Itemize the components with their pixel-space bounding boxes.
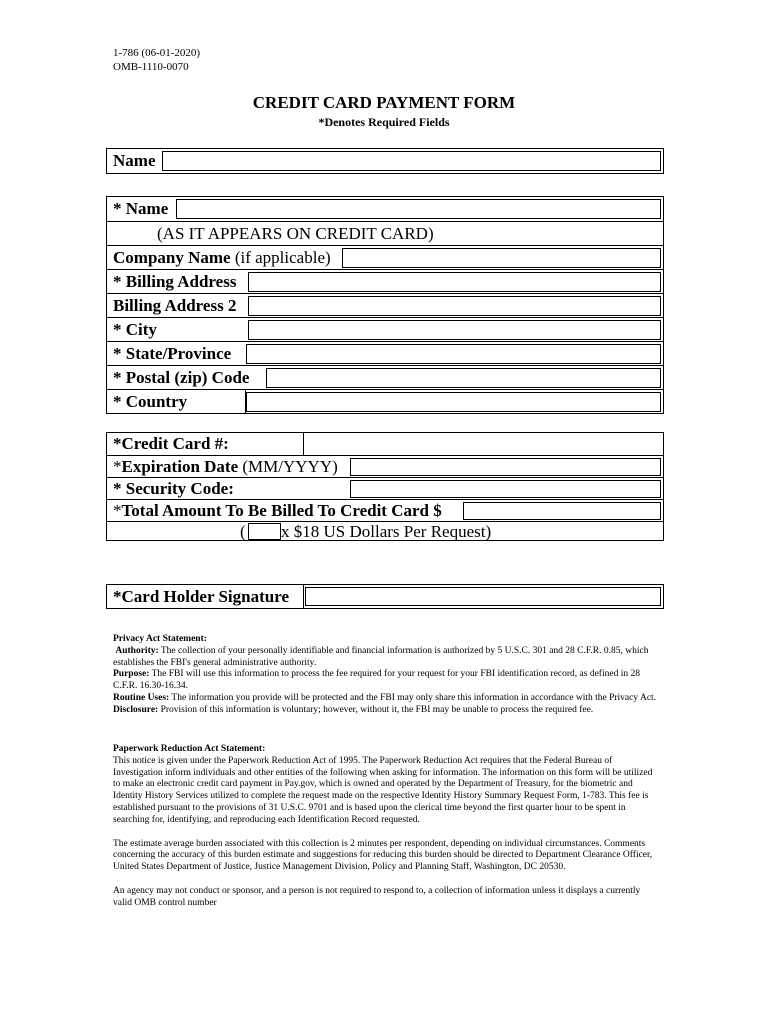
city-row	[107, 317, 663, 341]
routine-text: The information you provide will be protected and the FBI may only share this information in accordance with the Privacy Act.	[169, 692, 657, 703]
paperwork-para3: An agency may not conduct or sponsor, and a person is not required to respond to, a collection of information unless it displays a currently valid OMB control number	[113, 885, 641, 908]
company-input[interactable]	[342, 248, 661, 268]
expiration-row	[107, 455, 663, 477]
signature-section	[106, 584, 664, 609]
name-section	[106, 148, 664, 174]
total-row	[107, 499, 663, 521]
cc-name-row	[107, 197, 663, 221]
security-row	[107, 477, 663, 499]
request-count-input[interactable]	[248, 523, 281, 540]
authority-text: The collection of your personally identifiable and financial information is authorized by 5 U.S.C. 301 and 28 C.F.R. 0.85, which establishes the FBI's general administrative authority.	[113, 645, 649, 668]
state-row	[107, 341, 663, 365]
expiration-input[interactable]	[350, 458, 661, 476]
card-number-input[interactable]	[304, 433, 663, 455]
country-label: * Country	[113, 392, 188, 411]
total-label: Total Amount To Be Billed To Credit Card $	[121, 501, 442, 520]
cc-name-input[interactable]	[176, 199, 661, 219]
card-section	[106, 432, 664, 541]
billing2-row	[107, 293, 663, 317]
expiration-hint: (MM/YYYY)	[238, 457, 338, 476]
purpose-text: The FBI will use this information to process the fee required for your request for your FBI identification record, as defined in 28 C.F.R. 16.30-16.34.	[113, 669, 640, 692]
paperwork-para1: This notice is given under the Paperwork Reduction Act of 1995. The Paperwork Reduction Act requires that the Federal Bureau of Investigation inform individuals and other entities of the following when asking for information. The information on this form will be utilized to make an electronic credit card payment in Pay.gov, which is owned and operated by the Department of Treasury, for the biometric and Identity History Services utilized to complete the request made on the respective Identity History Summary Request Form, 1-783. This fee is established pursuant to the provisions of 31 U.S.C. 9701 and is based upon the clerical time beyond the first quarter hour to be spent in searching for, identifying, and reproducing each Identification Record requested.	[113, 755, 653, 825]
per-request-text: x $18 US Dollars Per Request)	[281, 522, 492, 541]
required-note: *Denotes Required Fields	[318, 115, 450, 129]
billing2-label: Billing Address 2	[113, 296, 237, 315]
billing1-row	[107, 269, 663, 293]
signature-label: *Card Holder Signature	[113, 587, 289, 606]
purpose-label: Purpose:	[113, 669, 150, 680]
as-appears-note: (AS IT APPEARS ON CREDIT CARD)	[157, 224, 434, 243]
paperwork-statement	[113, 744, 658, 910]
authority-label: Authority:	[115, 645, 159, 656]
country-input[interactable]	[246, 392, 661, 412]
state-label: * State/Province	[113, 344, 232, 363]
billing1-input[interactable]	[248, 272, 661, 292]
company-row	[107, 245, 663, 269]
postal-row	[107, 365, 663, 389]
total-input[interactable]	[463, 502, 661, 520]
billing1-label: * Billing Address	[113, 272, 237, 291]
page-title: CREDIT CARD PAYMENT FORM	[252, 93, 516, 112]
as-appears-row	[107, 221, 663, 245]
company-hint: (if applicable)	[230, 248, 331, 267]
form-number: 1-786 (06-01-2020)	[113, 47, 201, 59]
privacy-statement	[113, 634, 658, 717]
name-label: Name	[113, 151, 156, 170]
privacy-heading: Privacy Act Statement:	[113, 634, 207, 644]
card-number-row	[107, 433, 663, 455]
card-number-label: *Credit Card #:	[113, 434, 229, 453]
postal-label: * Postal (zip) Code	[113, 368, 250, 387]
routine-label: Routine Uses:	[113, 692, 170, 703]
country-row	[107, 389, 663, 413]
company-label: Company Name	[113, 248, 231, 267]
city-label: * City	[113, 320, 157, 339]
disclosure-label: Disclosure:	[113, 704, 159, 715]
total-star: *	[113, 501, 122, 520]
expiration-label: Expiration Date	[121, 457, 239, 476]
omb-number: OMB-1110-0070	[113, 61, 189, 73]
security-label: * Security Code:	[113, 479, 234, 498]
city-input[interactable]	[248, 320, 661, 340]
cc-name-label: * Name	[113, 199, 169, 218]
name-input[interactable]	[162, 151, 661, 171]
paperwork-para2: The estimate average burden associated with this collection is 2 minutes per respondent, depending on individual circumstances. Comments concerning the accuracy of this burden estimate and suggestions for reducing this burden should be directed to Department Clearance Officer, United States Department of Justice, Justice Management Division, Policy and Planning Staff, Washington, DC 20530.	[113, 838, 653, 873]
postal-input[interactable]	[266, 368, 661, 388]
disclosure-text: Provision of this information is voluntary; however, without it, the FBI may be unable to process the required fee.	[158, 704, 594, 715]
billing2-input[interactable]	[248, 296, 661, 316]
cardholder-section	[106, 196, 664, 414]
state-input[interactable]	[246, 344, 661, 364]
paperwork-heading: Paperwork Reduction Act Statement:	[113, 744, 266, 754]
per-request-open: (	[240, 522, 246, 541]
signature-input[interactable]	[305, 587, 661, 606]
expiration-star: *	[113, 457, 122, 476]
per-request-row	[107, 521, 663, 541]
security-input[interactable]	[350, 480, 661, 498]
